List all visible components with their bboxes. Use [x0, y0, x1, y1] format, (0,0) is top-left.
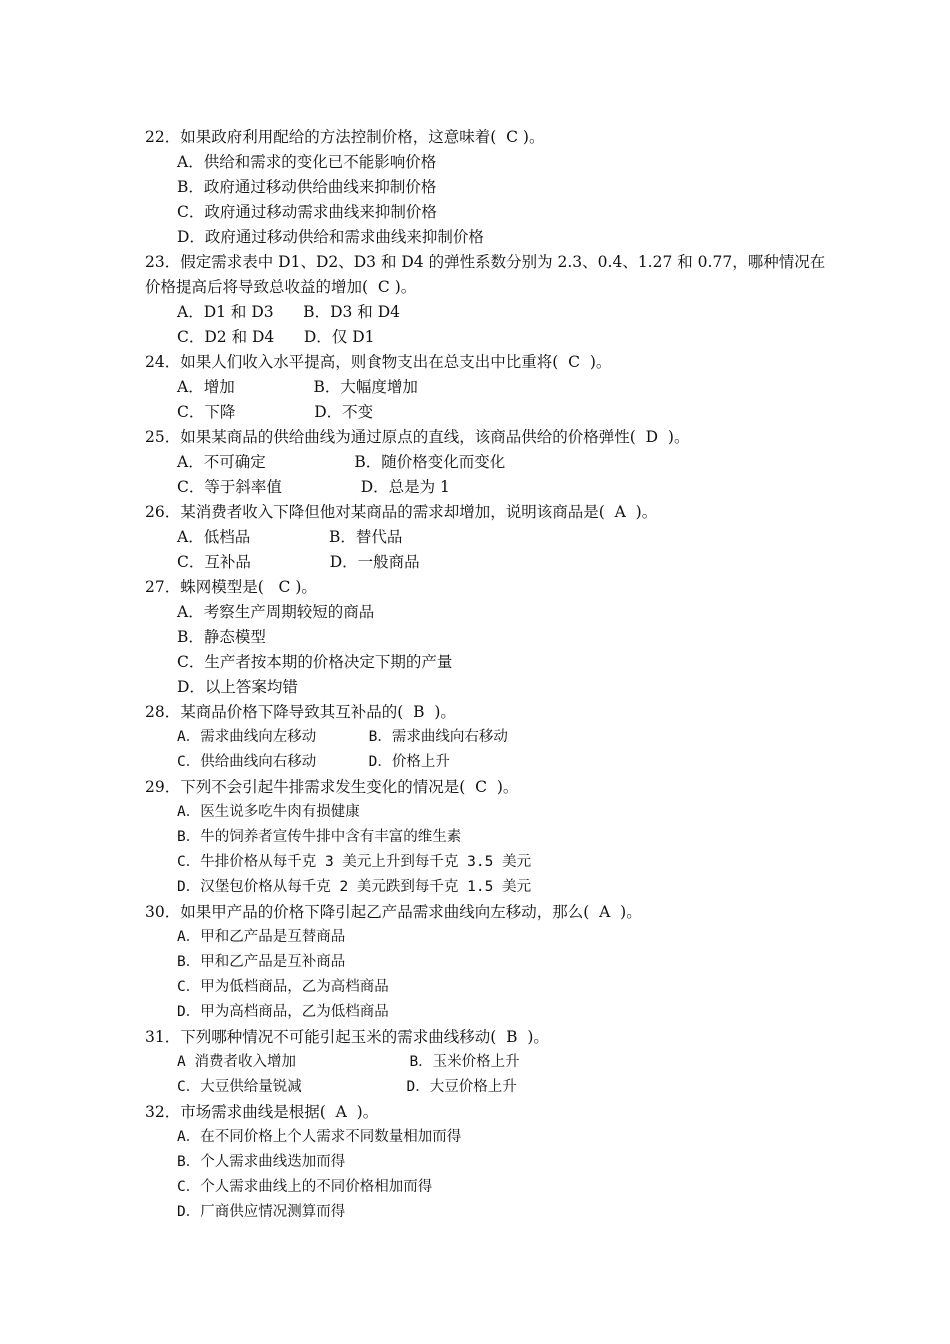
question-23-line1: 23．假定需求表中 D1、D2、D3 和 D4 的弹性系数分别为 2.3、0.4、1.27 和 0.77，哪种情况在	[145, 253, 826, 271]
option-30-b: B．甲和乙产品是互补商品	[177, 954, 346, 970]
option-25-ab: A．不可确定 B．随价格变化而变化	[177, 453, 506, 471]
option-30-d: D．甲为高档商品，乙为低档商品	[177, 1004, 389, 1020]
question-31: 31．下列哪种情况不可能引起玉米的需求曲线移动( B )。	[145, 1028, 549, 1046]
option-28-cd: C．供给曲线向右移动 D．价格上升	[177, 754, 450, 770]
question-26: 26．某消费者收入下降但他对某商品的需求却增加，说明该商品是( A )。	[145, 503, 658, 521]
option-23-cd: C．D2 和 D4 D．仅 D1	[177, 328, 375, 346]
option-22-a: A．供给和需求的变化已不能影响价格	[177, 153, 437, 171]
option-27-d: D．以上答案均错	[177, 678, 298, 696]
option-27-c: C．生产者按本期的价格决定下期的产量	[177, 653, 453, 671]
question-25: 25．如果某商品的供给曲线为通过原点的直线，该商品供给的价格弹性( D )。	[145, 428, 690, 446]
option-30-a: A．甲和乙产品是互替商品	[177, 929, 346, 945]
option-32-d: D．厂商供应情况测算而得	[177, 1204, 346, 1220]
option-22-b: B．政府通过移动供给曲线来抑制价格	[177, 178, 437, 196]
option-26-cd: C．互补品 D．一般商品	[177, 553, 420, 571]
option-23-ab: A．D1 和 D3 B．D3 和 D4	[177, 303, 401, 321]
option-28-ab: A．需求曲线向左移动 B．需求曲线向右移动	[177, 729, 508, 745]
question-23-line2: 价格提高后将导致总收益的增加( C )。	[145, 278, 417, 296]
option-24-ab: A．增加 B．大幅度增加	[177, 378, 418, 396]
question-22: 22．如果政府利用配给的方法控制价格，这意味着( C )。	[145, 128, 545, 146]
option-26-ab: A．低档品 B．替代品	[177, 528, 403, 546]
option-31-cd: C．大豆供给量锐减 D．大豆价格上升	[177, 1079, 517, 1095]
option-29-d: D．汉堡包价格从每千克 2 美元跌到每千克 1.5 美元	[177, 879, 532, 895]
question-29: 29．下列不会引起牛排需求发生变化的情况是( C )。	[145, 778, 519, 796]
question-32: 32．市场需求曲线是根据( A )。	[145, 1103, 379, 1121]
option-31-ab: A 消费者收入增加 B．玉米价格上升	[177, 1054, 520, 1070]
question-30: 30．如果甲产品的价格下降引起乙产品需求曲线向左移动，那么( A )。	[145, 903, 642, 921]
option-22-c: C．政府通过移动需求曲线来抑制价格	[177, 203, 437, 221]
option-32-a: A．在不同价格上个人需求不同数量相加而得	[177, 1129, 462, 1145]
option-32-b: B．个人需求曲线迭加而得	[177, 1154, 346, 1170]
option-30-c: C．甲为低档商品，乙为高档商品	[177, 979, 389, 995]
question-28: 28．某商品价格下降导致其互补品的( B )。	[145, 703, 456, 721]
question-24: 24．如果人们收入水平提高，则食物支出在总支出中比重将( C )。	[145, 353, 612, 371]
option-32-c: C．个人需求曲线上的不同价格相加而得	[177, 1179, 433, 1195]
question-27: 27．蛛网模型是( C )。	[145, 578, 317, 596]
option-29-a: A．医生说多吃牛肉有损健康	[177, 804, 360, 820]
option-27-a: A．考察生产周期较短的商品	[177, 603, 375, 621]
option-27-b: B．静态模型	[177, 628, 266, 646]
option-25-cd: C．等于斜率值 D．总是为 1	[177, 478, 450, 496]
option-29-c: C．牛排价格从每千克 3 美元上升到每千克 3.5 美元	[177, 854, 532, 870]
option-24-cd: C．下降 D．不变	[177, 403, 374, 421]
option-22-d: D．政府通过移动供给和需求曲线来抑制价格	[177, 228, 484, 246]
option-29-b: B．牛的饲养者宣传牛排中含有丰富的维生素	[177, 829, 462, 845]
